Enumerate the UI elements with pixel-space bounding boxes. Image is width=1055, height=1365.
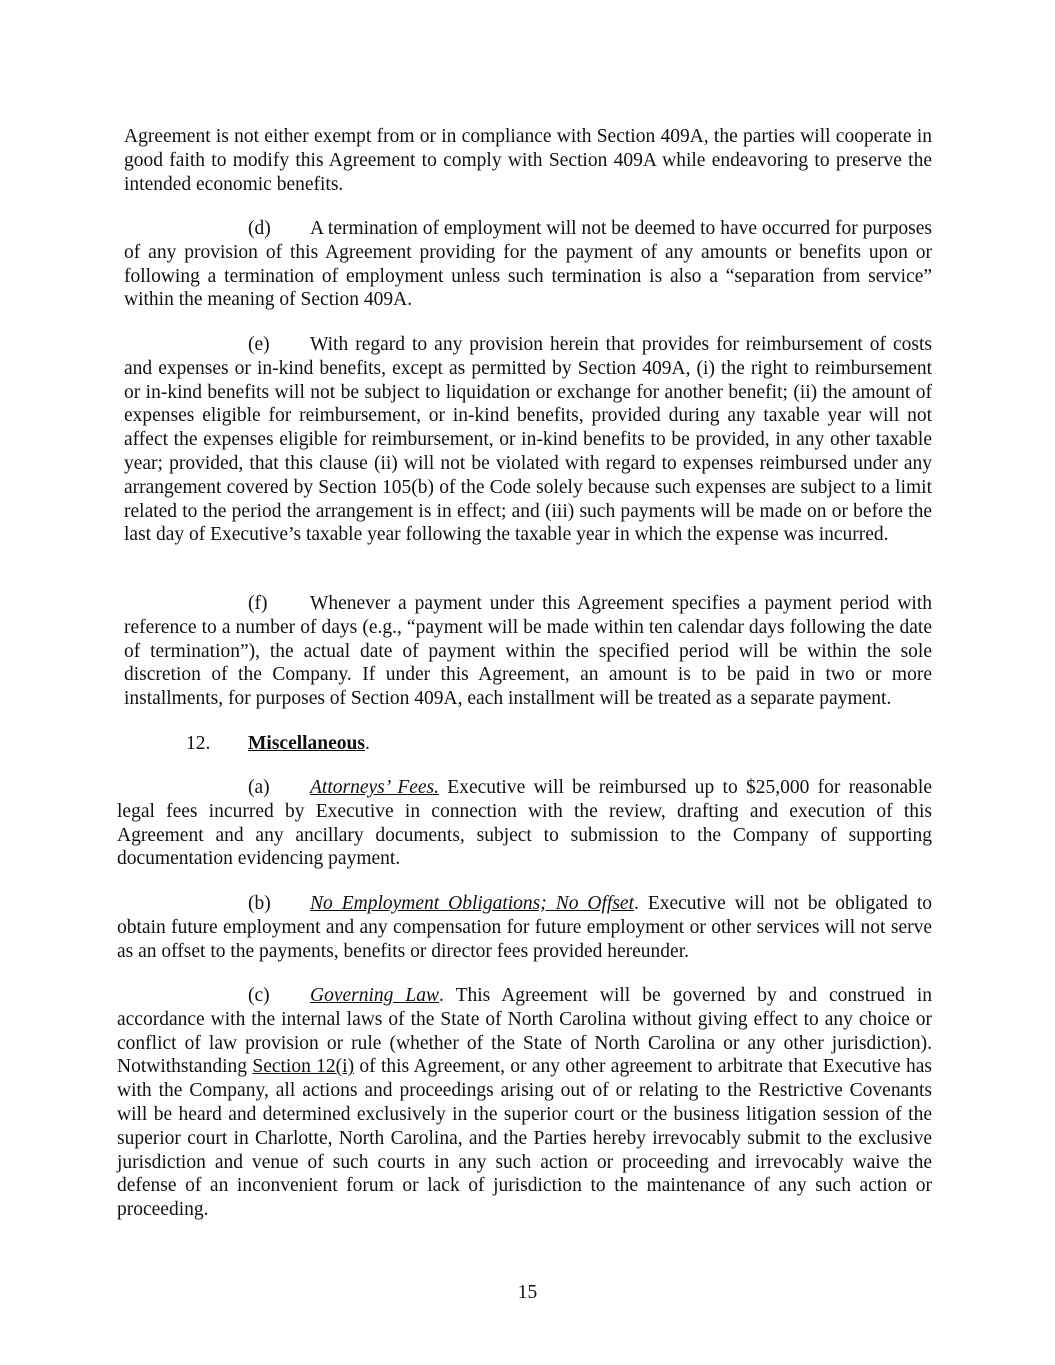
clause-f [124,592,932,711]
clause-number: (d) [248,218,271,239]
clause-e [124,333,932,547]
clause-number: (e) [248,334,270,355]
clause-b [117,892,932,963]
clause-title: Attorneys’ Fees. [310,777,440,798]
clause-number: (a) [248,777,270,798]
section-reference-link: Section 12(i) [252,1056,355,1078]
clause-number: (b) [248,893,271,914]
clause-text: . This Agreement will be governed by and construed in accordance with the internal laws of the State of North Carolina without giving effect to any choice or conflict of law provision or rule (whether of the State of North Carolina or any other jurisdiction). Notwithstanding [117,985,933,1078]
paragraph-continuation [124,125,932,196]
clause-text: Whenever a payment under this Agreement specifies a payment period with reference to a number of days (e.g., “payment will be made within ten calendar days following the date of termination”), the actual date of payment within the specified period will be within the sole discretion of the Company. If under this Agreement, an amount is to be paid in two or more installments, for purposes of Section 409A, each installment will be treated as a separate payment. [124,593,932,710]
clause-title: Governing Law [310,985,440,1006]
clause-c [117,984,932,1222]
section-title-period: . [365,733,370,754]
page-number: 15 [517,1282,538,1303]
clause-number: (f) [248,593,268,614]
paragraph-text: Agreement is not either exempt from or in compliance with Section 409A, the parties will cooperate in good faith to modify this Agreement to comply with Section 409A while endeavoring to preserve the intended economic benefits. [124,126,932,195]
section-title: Miscellaneous [248,733,365,754]
section-number: 12. [186,733,211,754]
clause-number: (c) [248,985,270,1006]
clause-title: No Employment Obligations; No Offset [310,893,634,914]
section-heading [186,732,370,756]
clause-text: With regard to any provision herein that provides for reimbursement of costs and expenses or in-kind benefits, except as permitted by Section 409A, (i) the right to reimbursement or in-kind benefits will not be subject to liquidation or exchange for another benefit; (ii) the amount of expenses eligible for reimbursement, or in-kind benefits, provided during any taxable year will not affect the expenses eligible for reimbursement, or in-kind benefits to be provided, in any other taxable year; provided, that this clause (ii) will not be violated with regard to expenses reimbursed under any arrangement covered by Section 105(b) of the Code solely because such expenses are subject to a limit related to the period the arrangement is in effect; and (iii) such payments will be made on or before the last day of Executive’s taxable year following the taxable year in which the expense was incurred. [124,334,932,546]
clause-text-continued: of this Agreement, or any other agreement to arbitrate that Executive has with the Company, all actions and proceedings arising out of or relating to the Restrictive Covenants will be heard and determined exclusively in the superior court or the business litigation session of the superior court in Charlotte, North Carolina, and the Parties hereby irrevocably submit to the exclusive jurisdiction and venue of such courts in any such action or proceeding and irrevocably waive the defense of an inconvenient forum or lack of jurisdiction to the maintenance of any such action or proceeding. [117,1056,933,1221]
clause-d [124,217,932,312]
clause-text: . Executive will not be obligated to obtain future employment and any compensation for future employment or other services will not serve as an offset to the payments, benefits or director fees provided hereunder. [117,893,932,962]
clause-a [117,776,932,871]
clause-text: A termination of employment will not be deemed to have occurred for purposes of any provision of this Agreement providing for the payment of any amounts or benefits upon or following a termination of employment unless such termination is also a “separation from service” within the meaning of Section 409A. [124,218,932,311]
clause-text: Executive will be reimbursed up to $25,000 for reasonable legal fees incurred by Executive in connection with the review, drafting and execution of this Agreement and any ancillary documents, subject to submission to the Company of supporting documentation evidencing payment. [117,777,932,870]
